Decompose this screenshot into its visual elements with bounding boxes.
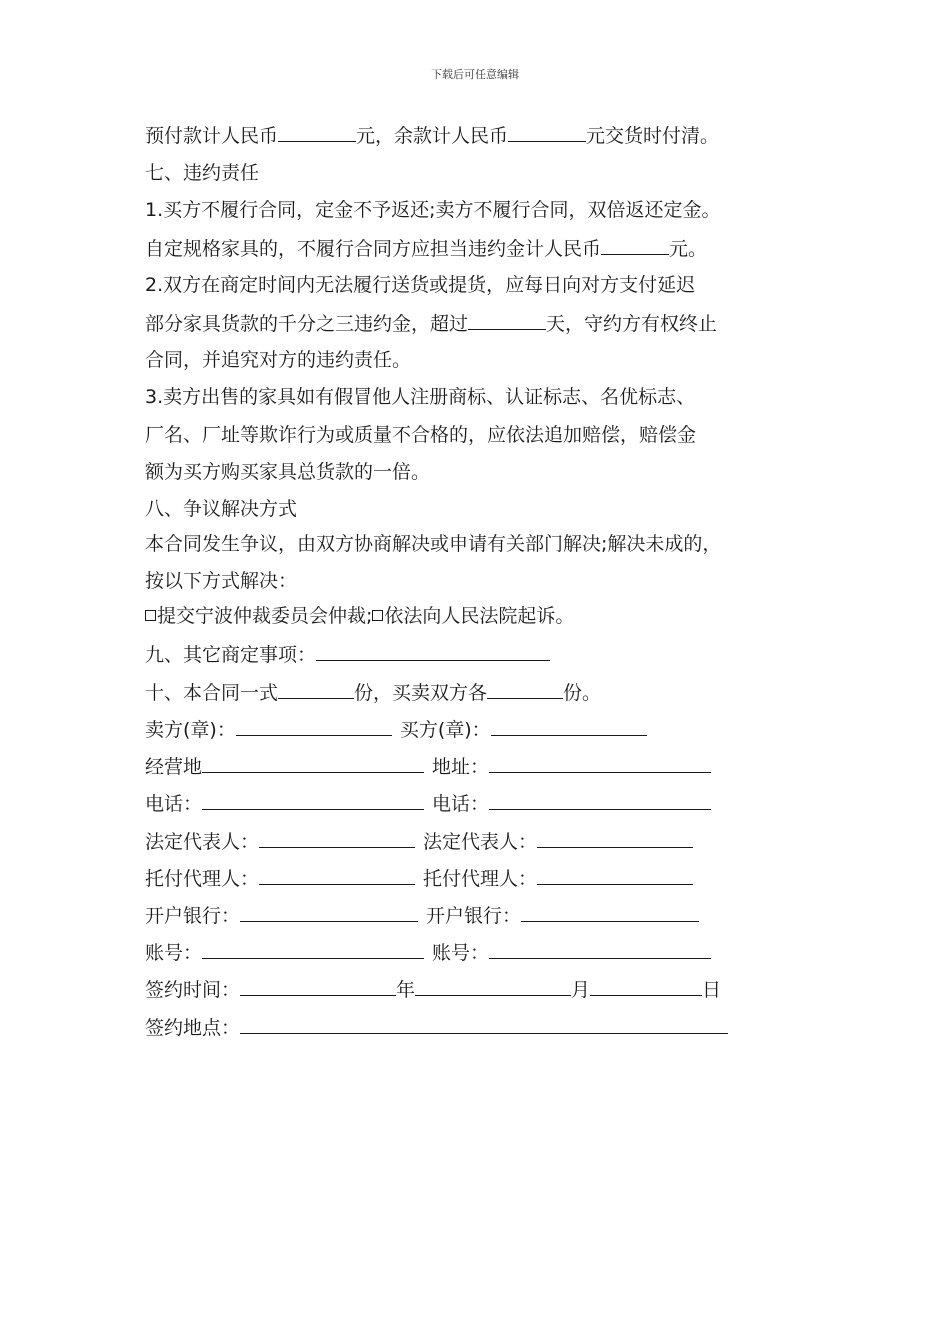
prepayment-label: 预付款计人民币 <box>145 125 279 147</box>
copies-each-label: 份，买卖双方各 <box>354 682 488 704</box>
buyer-legal-rep-label: 法定代表人： <box>423 831 538 853</box>
seller-seal-blank[interactable] <box>236 716 392 736</box>
prepayment-blank[interactable] <box>278 122 356 142</box>
seller-seal-label: 卖方(章)： <box>145 719 236 741</box>
overdue-suffix: 天，守约方有权终止 <box>546 313 718 335</box>
buyer-account-blank[interactable] <box>489 939 711 959</box>
penalty-blank[interactable] <box>601 235 669 255</box>
copies-suffix: 份。 <box>563 682 602 704</box>
sign-time-label: 签约时间： <box>145 979 241 1001</box>
copies-each-blank[interactable] <box>487 679 563 699</box>
sign-time-row <box>145 976 721 1003</box>
clause-1-line-2 <box>145 235 707 262</box>
agent-row <box>145 865 693 892</box>
buyer-seal-label: 买方(章)： <box>399 719 491 741</box>
clause-2-line-2 <box>145 310 717 337</box>
clause-1-line-1: 1.买方不履行合同，定金不予返还;卖方不履行合同，双倍返还定金。 <box>145 199 721 221</box>
sign-place-label: 签约地点： <box>145 1017 241 1039</box>
account-row <box>145 939 711 966</box>
court-checkbox[interactable] <box>372 610 383 621</box>
buyer-legal-rep-blank[interactable] <box>537 828 693 848</box>
copies-label: 十、本合同一式 <box>145 682 279 704</box>
seller-account-label: 账号： <box>145 942 203 964</box>
seller-phone-label: 电话： <box>145 793 203 815</box>
business-address-label: 经营地 <box>145 756 203 778</box>
other-matters-blank[interactable] <box>316 641 550 661</box>
seller-legal-rep-label: 法定代表人： <box>145 831 260 853</box>
section-7-heading: 七、违约责任 <box>145 162 260 184</box>
legal-rep-row <box>145 828 693 855</box>
seller-bank-blank[interactable] <box>240 902 418 922</box>
clause-3-line-1: 3.卖方出售的家具如有假冒他人注册商标、认证标志、名优标志、 <box>145 386 696 408</box>
court-option: 依法向人民法院起诉。 <box>384 605 575 627</box>
overdue-days-blank[interactable] <box>468 310 546 330</box>
balance-suffix: 元交货时付清。 <box>586 125 720 147</box>
section-9-heading: 九、其它商定事项： <box>145 644 317 666</box>
buyer-account-label: 账号： <box>432 942 490 964</box>
prepayment-line <box>145 122 719 149</box>
seller-legal-rep-blank[interactable] <box>259 828 415 848</box>
year-label: 年 <box>396 979 416 1001</box>
dispute-options <box>145 603 574 629</box>
dispute-line-1: 本合同发生争议，由双方协商解决或申请有关部门解决;解决未成的， <box>145 533 722 555</box>
balance-label: 元，余款计人民币 <box>356 125 509 147</box>
page-header: 下载后可任意编辑 <box>431 68 519 81</box>
day-label: 日 <box>702 979 722 1001</box>
balance-blank[interactable] <box>508 122 586 142</box>
sign-year-blank[interactable] <box>240 976 396 996</box>
buyer-phone-label: 电话： <box>432 793 490 815</box>
buyer-agent-label: 托付代理人： <box>423 868 538 890</box>
seller-account-blank[interactable] <box>202 939 424 959</box>
seller-phone-blank[interactable] <box>202 790 424 810</box>
clause-3-line-2: 厂名、厂址等欺诈行为或质量不合格的，应依法追加赔偿，赔偿金 <box>145 424 697 446</box>
sign-place-blank[interactable] <box>240 1014 728 1034</box>
seller-agent-label: 托付代理人： <box>145 868 260 890</box>
seller-bank-label: 开户银行： <box>145 905 241 927</box>
seller-agent-blank[interactable] <box>259 865 415 885</box>
sign-place-row <box>145 1014 728 1041</box>
section-9-line <box>145 641 550 668</box>
sign-month-blank[interactable] <box>415 976 571 996</box>
bank-row <box>145 902 699 929</box>
dispute-line-2: 按以下方式解决： <box>145 570 298 592</box>
address-row <box>145 753 711 780</box>
sign-day-blank[interactable] <box>590 976 702 996</box>
buyer-bank-label: 开户银行： <box>426 905 522 927</box>
buyer-phone-blank[interactable] <box>489 790 711 810</box>
buyer-agent-blank[interactable] <box>537 865 693 885</box>
penalty-label: 自定规格家具的，不履行合同方应担当违约金计人民币 <box>145 238 602 260</box>
buyer-seal-blank[interactable] <box>491 716 647 736</box>
copies-blank[interactable] <box>278 679 354 699</box>
address-label: 地址： <box>432 756 490 778</box>
clause-2-line-3: 合同，并追究对方的违约责任。 <box>145 349 412 371</box>
phone-row <box>145 790 711 817</box>
penalty-suffix: 元。 <box>669 238 708 260</box>
month-label: 月 <box>571 979 591 1001</box>
clause-3-line-3: 额为买方购买家具总货款的一倍。 <box>145 461 431 483</box>
arbitration-checkbox[interactable] <box>145 610 156 621</box>
section-10-line <box>145 679 601 706</box>
address-blank[interactable] <box>489 753 711 773</box>
overdue-label: 部分家具货款的千分之三违约金，超过 <box>145 313 469 335</box>
arbitration-option: 提交宁波仲裁委员会仲裁; <box>157 605 373 627</box>
section-8-heading: 八、争议解决方式 <box>145 498 298 520</box>
business-address-blank[interactable] <box>202 753 424 773</box>
seal-row <box>145 716 647 743</box>
clause-2-line-1: 2.双方在商定时间内无法履行送货或提货，应每日向对方支付延迟 <box>145 274 696 296</box>
buyer-bank-blank[interactable] <box>521 902 699 922</box>
